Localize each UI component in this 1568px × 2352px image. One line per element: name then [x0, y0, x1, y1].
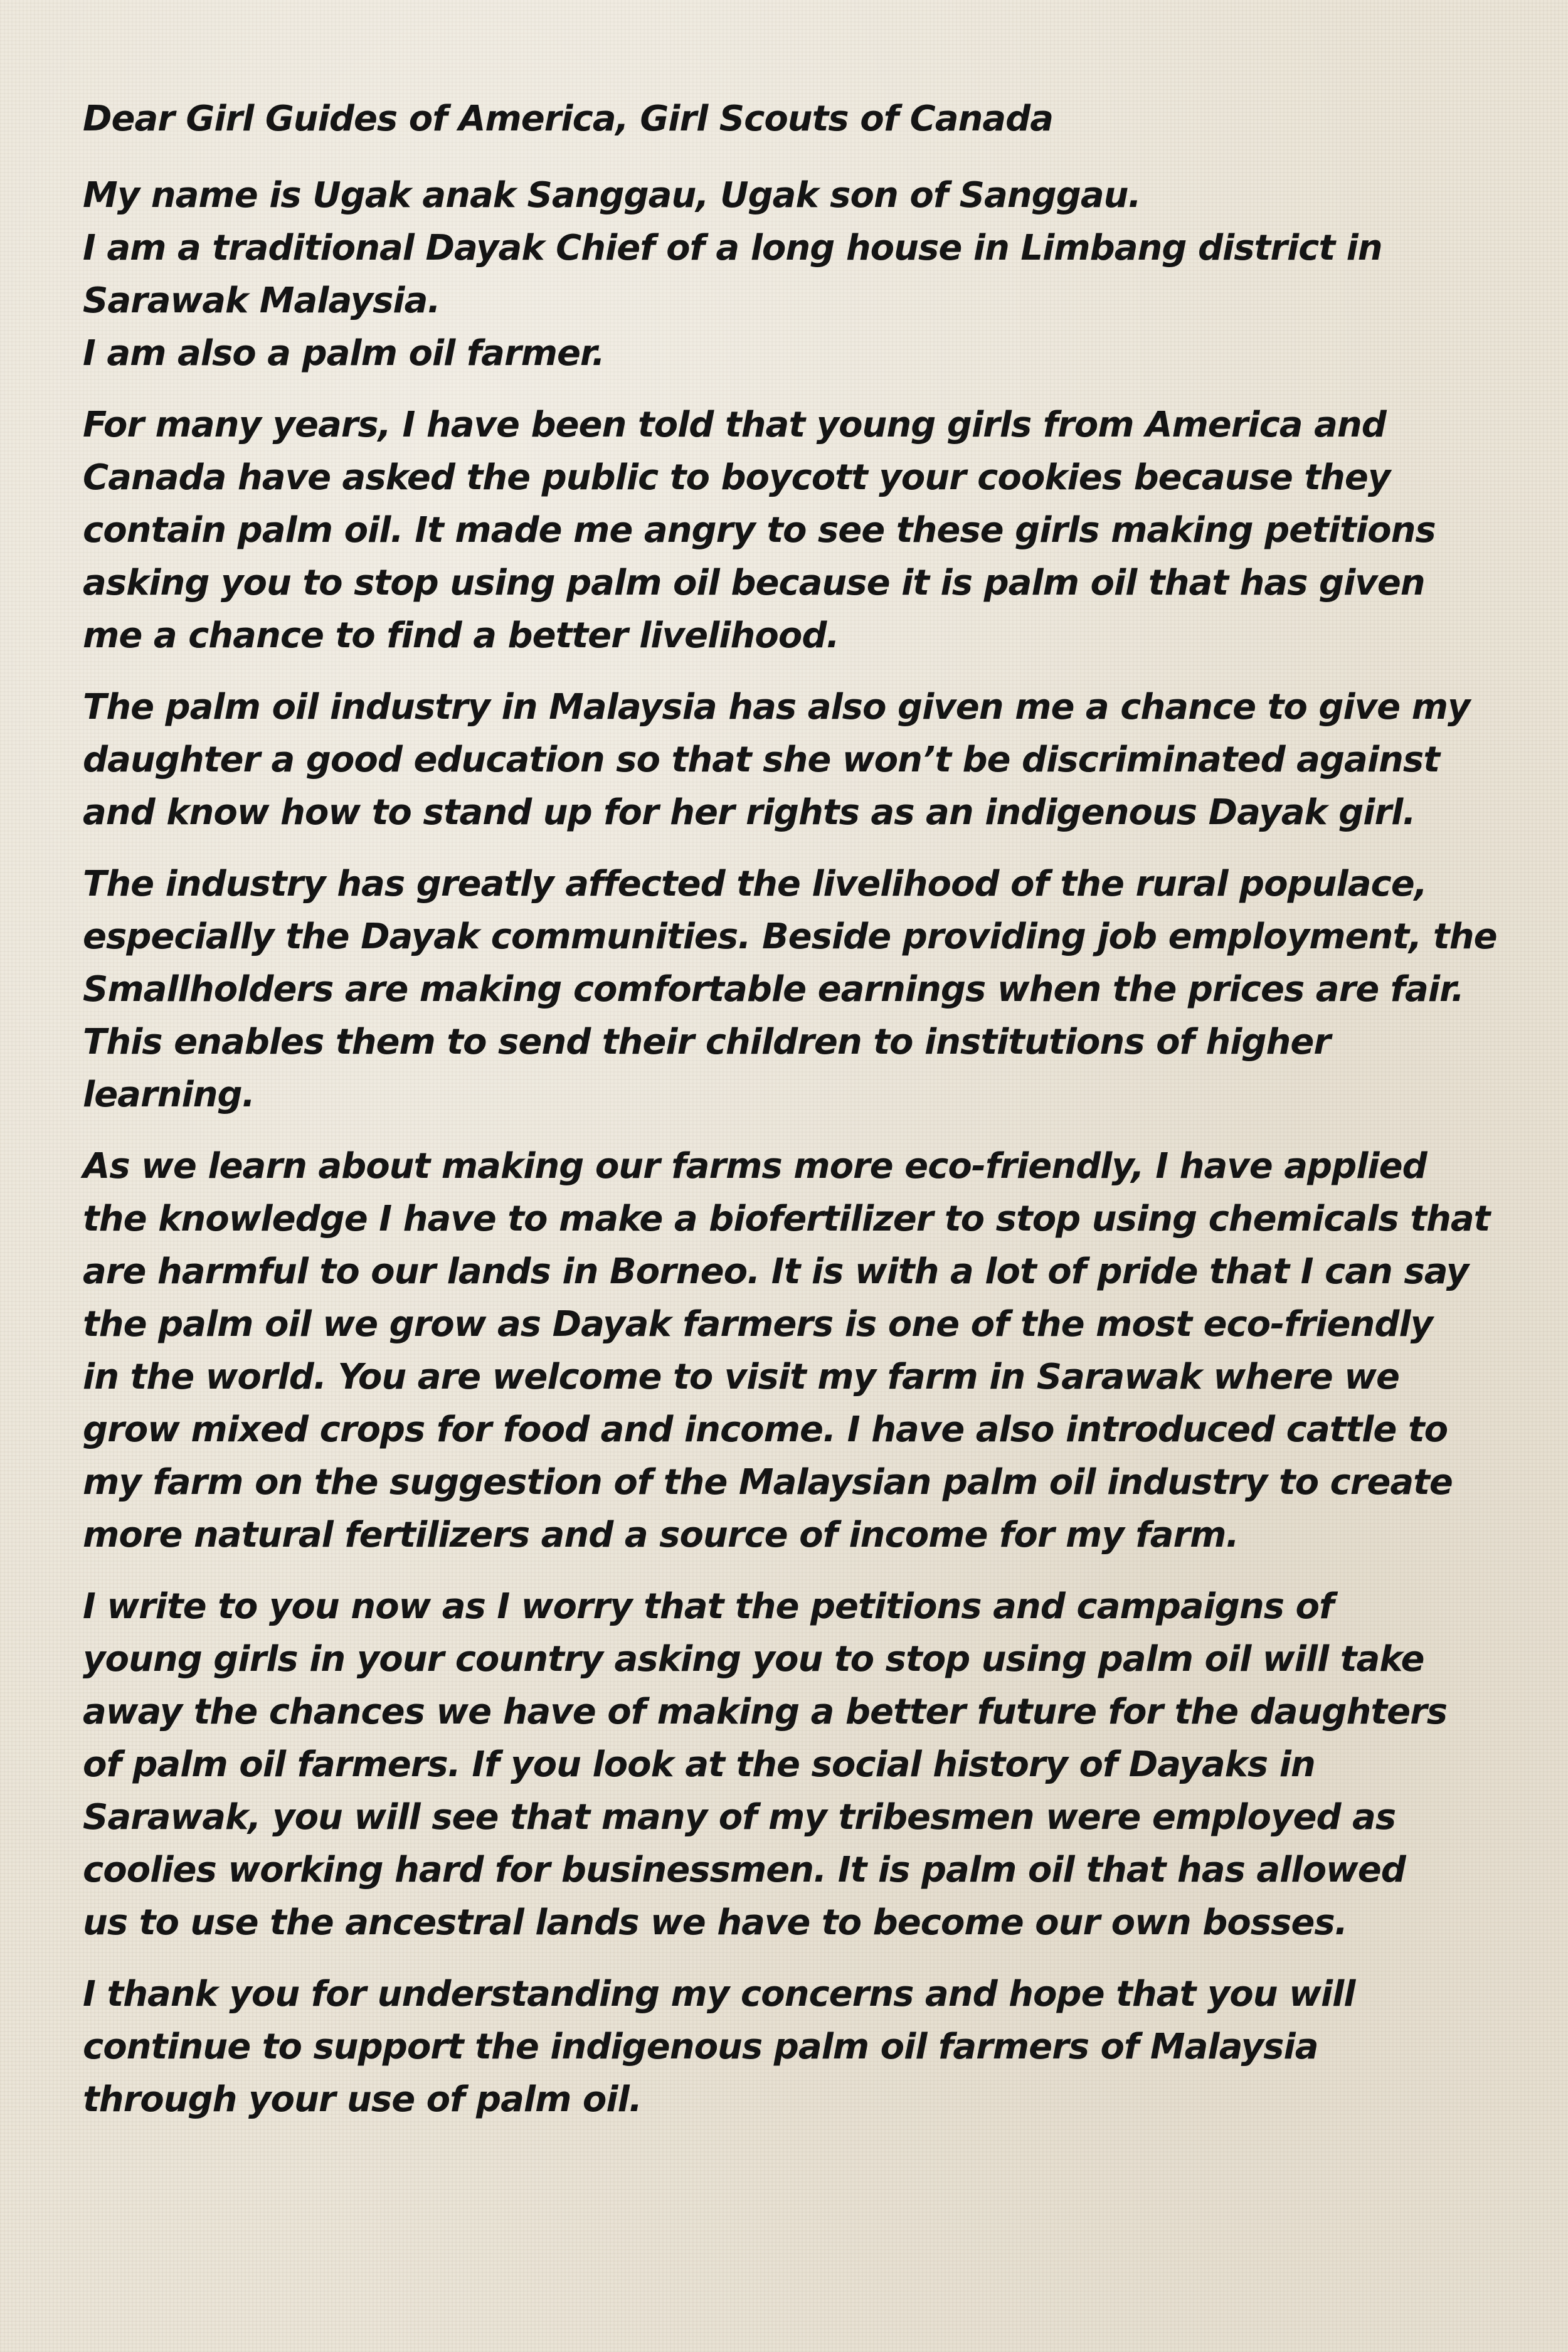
paragraph-line: My name is Ugak anak Sanggau, Ugak son of Sanggau. [83, 175, 1141, 216]
letter-greeting [83, 93, 1513, 146]
paragraph-line: young girls in your country asking you to stop using palm oil will take [83, 1639, 1424, 1680]
paragraph-line: daughter a good education so that she won’t be discriminated against [83, 739, 1440, 780]
paragraph-line: I thank you for understanding my concerns and hope that you will [83, 1974, 1355, 2015]
paragraph-line: As we learn about making our farms more eco-friendly, I have applied [83, 1146, 1427, 1187]
letter-body [83, 93, 1513, 2145]
paragraph-line: I am also a palm oil farmer. [83, 333, 605, 374]
paragraph-line: of palm oil farmers. If you look at the social history of Dayaks in [83, 1744, 1315, 1785]
paragraph-line: This enables them to send their children to institutions of higher [83, 1022, 1331, 1062]
paragraph-line: The industry has greatly affected the livelihood of the rural populace, [83, 864, 1427, 904]
paragraph-line: coolies working hard for businessmen. It is palm oil that has allowed [83, 1850, 1406, 1890]
paragraph-line: Sarawak, you will see that many of my tribesmen were employed as [83, 1797, 1396, 1838]
paragraph-line: especially the Dayak communities. Beside providing job employment, the [83, 916, 1497, 957]
paragraph-line: grow mixed crops for food and income. I have also introduced cattle to [83, 1409, 1448, 1450]
paragraph-line: I am a traditional Dayak Chief of a long house in Limbang district in [83, 228, 1382, 268]
paragraph-line: through your use of palm oil. [83, 2079, 642, 2120]
paragraph-line: contain palm oil. It made me angry to see these girls making petitions [83, 510, 1436, 551]
paragraph-line: me a chance to find a better livelihood. [83, 615, 839, 656]
paragraph-line: the palm oil we grow as Dayak farmers is one of the most eco-friendly [83, 1304, 1433, 1345]
paragraph-closing [83, 1968, 1513, 2126]
greeting-line: Dear Girl Guides of America, Girl Scouts of Canada [83, 98, 1054, 139]
paragraph-line: are harmful to our lands in Borneo. It is with a lot of pride that I can say [83, 1251, 1469, 1292]
paragraph-boycott [83, 399, 1513, 662]
paragraph-line: Smallholders are making comfortable earnings when the prices are fair. [83, 969, 1464, 1010]
paragraph-line: For many years, I have been told that young girls from America and [83, 405, 1386, 445]
paragraph-line: my farm on the suggestion of the Malaysian palm oil industry to create [83, 1462, 1453, 1503]
paragraph-concerns [83, 1581, 1513, 1949]
paragraph-line: learning. [83, 1074, 255, 1115]
paragraph-eco-friendly [83, 1140, 1513, 1562]
paragraph-line: in the world. You are welcome to visit my farm in Sarawak where we [83, 1357, 1399, 1397]
paragraph-line: more natural fertilizers and a source of income for my farm. [83, 1515, 1239, 1555]
paragraph-industry [83, 858, 1513, 1121]
paragraph-line: continue to support the indigenous palm oil farmers of Malaysia [83, 2026, 1318, 2067]
paragraph-line: us to use the ancestral lands we have to become our own bosses. [83, 1902, 1347, 1943]
paragraph-education [83, 681, 1513, 839]
paragraph-line: Sarawak Malaysia. [83, 280, 440, 321]
paragraph-introduction [83, 169, 1513, 380]
paragraph-line: and know how to stand up for her rights as an indigenous Dayak girl. [83, 792, 1416, 833]
paragraph-line: away the chances we have of making a better future for the daughters [83, 1692, 1448, 1732]
paragraph-line: the knowledge I have to make a biofertilizer to stop using chemicals that [83, 1199, 1490, 1239]
paragraph-line: asking you to stop using palm oil because it is palm oil that has given [83, 563, 1425, 603]
paragraph-line: Canada have asked the public to boycott your cookies because they [83, 457, 1391, 498]
paragraph-line: The palm oil industry in Malaysia has also given me a chance to give my [83, 687, 1470, 728]
paragraph-line: I write to you now as I worry that the petitions and campaigns of [83, 1586, 1334, 1627]
